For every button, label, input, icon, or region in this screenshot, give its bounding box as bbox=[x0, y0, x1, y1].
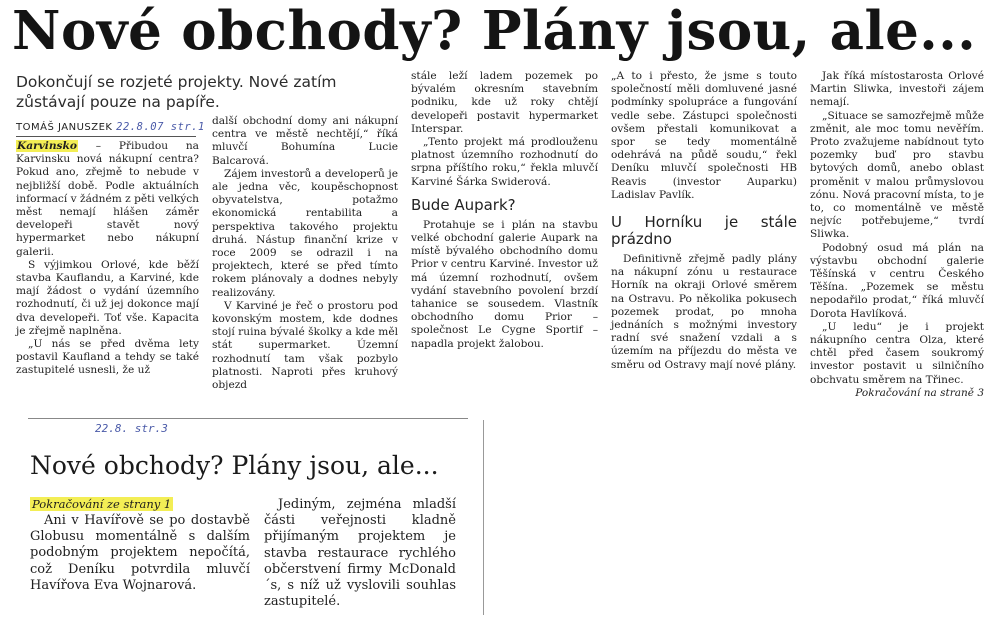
paragraph: „Tento projekt má prodlouženu platnost územního rozhodnutí do srpna příštího roku,“ řekla mluvčí Karviné Šárka Swiderová. bbox=[411, 136, 598, 188]
subheadline: Dokončují se rozjeté projekty. Nové zatím zůstávají pouze na papíře. bbox=[16, 73, 337, 111]
paragraph: stále leží ladem pozemek po bývalém okresním stavebním podniku, kde už roky chtějí developeři postavit hypermarket Interspar. bbox=[411, 70, 598, 135]
article-column-5 bbox=[810, 70, 984, 400]
section-subhead-aupark: Bude Aupark? bbox=[411, 195, 516, 214]
paragraph: V Karviné je řeč o prostoru pod kovonským mostem, kde dodnes stojí ruina bývalé školky a kde měl stát supermarket. Územní rozhodnutí tam však pozbylo platnosti. Naproti přes kruhový objezd bbox=[212, 299, 398, 392]
byline-rule bbox=[16, 136, 196, 137]
paragraph: Definitivně zřejmě padly plány na nákupní zónu u restaurace Horník na okraji Orlové směrem na Ostravu. Po několika pokusech pozemek prodat, po mnoha jednáních s možnými investory radní své snažení vzdali a s územím na příjezdu do města ve směru od Ostravy mají nové plány. bbox=[611, 253, 797, 371]
article-column-3 bbox=[411, 70, 598, 351]
paragraph: Jediným, zejména mladší části veřejnosti kladně přijímaným projektem je stavba restaurace rychlého občerstvení firmy McDonald´s, s níž už vyslovili souhlas zastupitelé. bbox=[264, 497, 456, 610]
continued-headline: Nové obchody? Plány jsou, ale... bbox=[30, 451, 439, 480]
clipping-edge bbox=[483, 420, 484, 615]
continued-column-2 bbox=[264, 497, 456, 610]
handwritten-date-note: 22.8.07 str.1 bbox=[116, 121, 205, 133]
paragraph: „U ledu“ je i projekt nákupního centra Olza, které chtěl před časem soukromý investor postavit u silničního obchvatu směrem na Třinec. bbox=[810, 320, 984, 386]
section-subhead-hornik: U Horníku je stále prázdno bbox=[611, 213, 797, 249]
paragraph: Zájem investorů a developerů je ale jedna věc, koupěschopnost obyvatelstva, potažmo ekonomická rentabilita a perspektiva takového projektu druhá. Nástup finanční krize v roce 2009 se odrazil i na projektech, které se před tímto rokem plánovaly a dodnes nebyly realizovány. bbox=[212, 167, 398, 299]
continued-from-note bbox=[30, 497, 173, 511]
dateline-highlighted: Karvinsko bbox=[17, 140, 77, 152]
continued-from-highlighted: Pokračování ze strany 1 bbox=[32, 497, 172, 511]
paragraph: „U nás se před dvěma lety postavil Kaufland a tehdy se také zastupitelé usnesli, že už bbox=[16, 338, 199, 377]
headline: Nové obchody? Plány jsou, ale... bbox=[12, 0, 977, 62]
article-column-2 bbox=[212, 115, 398, 392]
paragraph: „A to i přesto, že jsme s touto společností měli domluvené jasné podmínky spolupráce a fungování vedle sebe. Zástupci společnosti ovšem přestali komunikovat a spor se tedy momentálně odehrává na půdě soudu,“ řekl Deníku mluvčí společnosti HB Reavis (investor Auparku) Ladislav Pavlík. bbox=[611, 70, 797, 201]
paragraph: Jak říká místostarosta Orlové Martin Sliwka, investoři zájem nemají. bbox=[810, 70, 984, 109]
continued-column-1 bbox=[30, 513, 250, 594]
paragraph: S výjimkou Orlové, kde běží stavba Kauflandu, a Karviné, kde mají žádost o vydání územního rozhodnutí, či už jej dokonce mají dva developeři. Toť vše. Kapacita je zřejmě naplněna. bbox=[16, 258, 199, 337]
continued-on-page-note: Pokračování na straně 3 bbox=[855, 386, 984, 399]
clipping-separator bbox=[28, 418, 468, 419]
article-column-1 bbox=[16, 140, 199, 378]
byline bbox=[16, 121, 205, 133]
paragraph: další obchodní domy ani nákupní centra ve městě nechtějí,“ říká mluvčí Bohumína Lucie Balcarová. bbox=[212, 115, 398, 167]
paragraph: Protahuje se i plán na stavbu velké obchodní galerie Aupark na místě bývalého obchodního domu Prior v centru Karviné. Investor už má územní rozhodnutí, ovšem vydání stavebního povolení brzdí tahanice se sousedem. Vlastník obchodního domu Prior – společnost Le Cygne Sportif – napadla projekt žalobou. bbox=[411, 218, 598, 350]
article-column-4 bbox=[611, 70, 797, 372]
paragraph: Karvinsko – Přibudou na Karvinsku nová nákupní centra? Pokud ano, zřejmě to nebude v nejbližší době. Podle aktuálních informací v žádném z pěti velkých měst nemají hlášen záměr developeři stavět nový hypermarket nebo nákupní galerii. bbox=[16, 140, 199, 258]
author-name: TOMÁŠ JANUSZEK bbox=[16, 122, 113, 133]
handwritten-page-note: 22.8. str.3 bbox=[95, 422, 168, 435]
paragraph: „Situace se samozřejmě může změnit, ale moc tomu nevěřím. Proto zvažujeme nabídnout tyto pozemky buď pro stavbu bytových domů, anebo oblast proměnit v malou průmyslovou zónu. Nová pracovní místa, to je to, co momentálně ve městě nejvíc potřebujeme,“ tvrdí Sliwka. bbox=[810, 109, 984, 241]
paragraph: Podobný osud má plán na výstavbu obchodní galerie Těšínská v centru Českého Těšína. „Pozemek se městu nepodařilo prodat,“ říká mluvčí Dorota Havlíková. bbox=[810, 241, 984, 320]
paragraph: Ani v Havířově se po dostavbě Globusu momentálně s dalším podobným projektem nepočítá, což Deníku potvrdila mluvčí Havířova Eva Wojnarová. bbox=[30, 513, 250, 593]
